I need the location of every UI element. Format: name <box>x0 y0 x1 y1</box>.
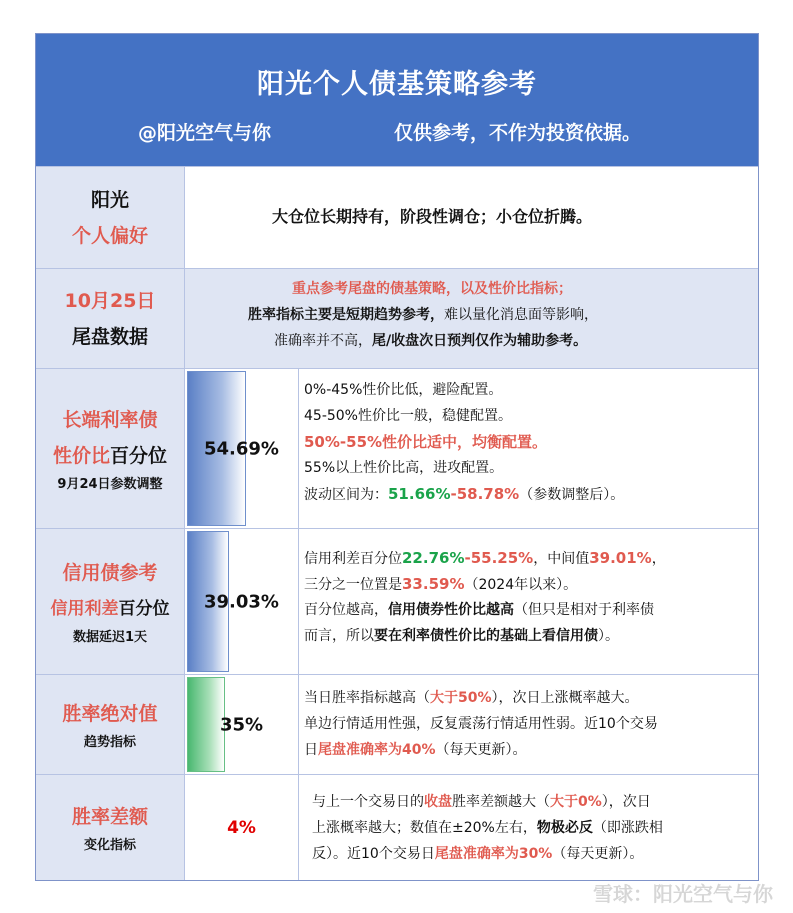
credit-bar-cell <box>185 529 299 674</box>
winrate-diff-l1: 与上一个交易日的收盘胜率差额越大（大于0%），次日 <box>312 794 651 810</box>
long-rate-l5: 波动区间为：51.66%-58.78%（参数调整后）。 <box>304 485 625 503</box>
preference-label <box>36 167 185 268</box>
closing-date: 10月25日 <box>64 289 156 312</box>
winrate-label-line1: 胜率绝对值 <box>62 702 158 725</box>
closing-line2: 胜率指标主要是短期趋势参考，难以量化消息面等影响， <box>248 307 598 323</box>
credit-row <box>36 528 758 674</box>
preference-row <box>36 166 758 268</box>
winrate-diff-l3: 反）。近10个交易日尾盘准确率为30%（每天更新）。 <box>312 846 644 862</box>
long-rate-l2: 45-50%性价比一般，稳健配置。 <box>304 408 512 424</box>
winrate-value: 35% <box>219 714 264 735</box>
long-rate-l4: 55%以上性价比高，进攻配置。 <box>304 460 504 476</box>
credit-label-line3: 数据延迟1天 <box>72 629 148 645</box>
winrate-diff-label <box>36 775 185 880</box>
winrate-row <box>36 674 758 774</box>
xueqiu-watermark: 雪球：阳光空气与你 <box>593 882 773 906</box>
page-title: 阳光个人债基策略参考 <box>257 69 537 100</box>
credit-l1: 信用利差百分位22.76%-55.25%，中间值39.01%， <box>304 549 666 567</box>
winrate-diff-l2: 上涨概率越大；数值在±20%左右，物极必反（即涨跌相 <box>312 820 663 836</box>
long-rate-bar-cell <box>185 369 299 528</box>
closing-line1: 重点参考尾盘的债基策略，以及性价比指标； <box>292 281 572 297</box>
winrate-l3: 日尾盘准确率为40%（每天更新）。 <box>304 742 527 758</box>
long-rate-l1: 0%-45%性价比低，避险配置。 <box>304 382 503 398</box>
credit-label-line2: 信用利差百分位 <box>50 598 170 619</box>
credit-l3: 百分位越高，信用债券性价比越高（但只是相对于利率债 <box>304 602 654 618</box>
strategy-card <box>35 33 759 881</box>
closing-label <box>36 269 185 368</box>
long-rate-label <box>36 369 185 528</box>
disclaimer: 仅供参考，不作为投资依据。 <box>394 122 642 144</box>
winrate-diff-label-line2: 变化指标 <box>83 837 136 853</box>
credit-l2: 三分之一位置是33.59%（2024年以来）。 <box>304 575 578 593</box>
closing-row <box>36 268 758 368</box>
winrate-diff-value: 4% <box>227 817 256 838</box>
winrate-label <box>36 675 185 774</box>
long-rate-label-line3: 9月24日参数调整 <box>57 476 163 492</box>
long-rate-label-line2: 性价比百分位 <box>52 444 168 467</box>
long-rate-row <box>36 368 758 528</box>
author-handle: @阳光空气与你 <box>138 122 272 144</box>
preference-label-line1: 阳光 <box>90 188 129 211</box>
winrate-diff-label-line1: 胜率差额 <box>71 805 148 828</box>
winrate-bar-cell <box>185 675 299 774</box>
credit-label-line1: 信用债参考 <box>62 561 158 584</box>
preference-text: 大仓位长期持有，阶段性调仓；小仓位折腾。 <box>272 207 593 226</box>
credit-value: 39.03% <box>204 591 279 612</box>
credit-l4: 而言，所以要在利率债性价比的基础上看信用债）。 <box>304 628 619 644</box>
long-rate-l3: 50%-55%性价比适中，均衡配置。 <box>304 433 548 451</box>
winrate-l2: 单边行情适用性强，反复震荡行情适用性弱。近10个交易 <box>304 716 658 732</box>
winrate-diff-row <box>36 774 758 880</box>
winrate-diff-cell <box>185 775 299 880</box>
header-banner <box>36 34 758 166</box>
long-rate-value: 54.69% <box>204 438 279 459</box>
winrate-label-line2: 趋势指标 <box>83 734 136 750</box>
winrate-l1: 当日胜率指标越高（大于50%），次日上涨概率越大。 <box>304 690 639 706</box>
credit-label <box>36 529 185 674</box>
closing-label-line2: 尾盘数据 <box>71 325 148 348</box>
closing-line3: 准确率并不高，尾/收盘次日预判仅作为辅助参考。 <box>274 333 588 349</box>
long-rate-label-line1: 长端利率债 <box>62 408 158 431</box>
preference-label-line2: 个人偏好 <box>71 224 148 247</box>
